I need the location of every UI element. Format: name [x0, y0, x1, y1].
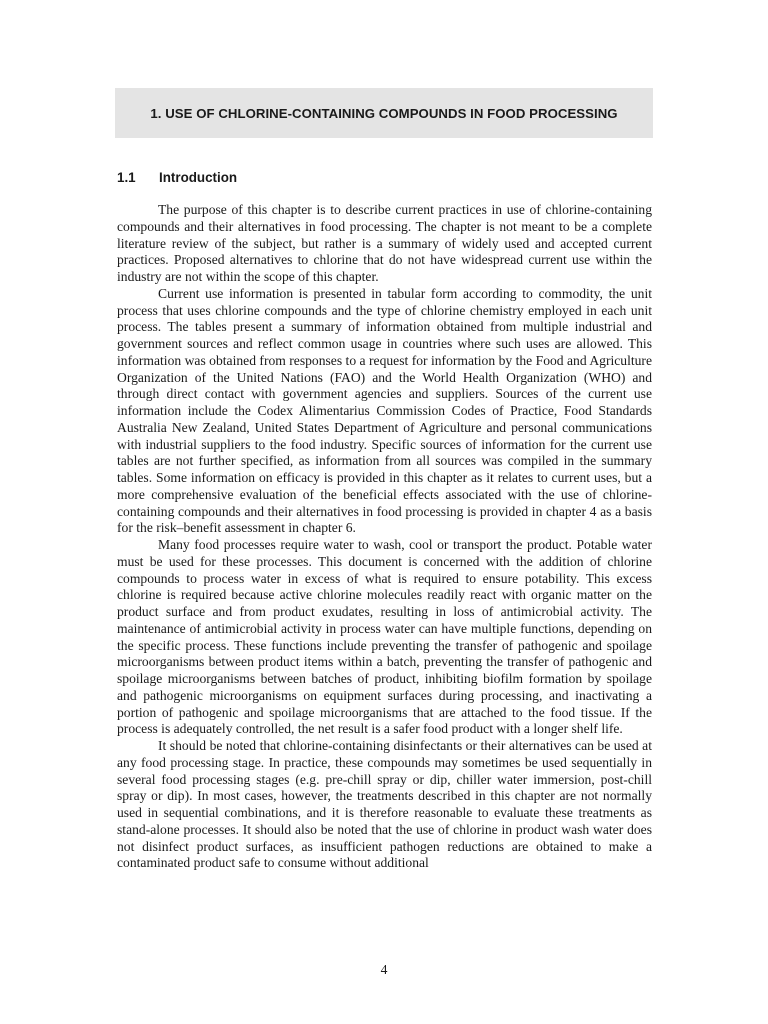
body-text [117, 202, 652, 872]
chapter-heading-box [115, 88, 653, 138]
section-heading [117, 170, 237, 185]
chapter-title: 1. USE OF CHLORINE-CONTAINING COMPOUNDS IN FOOD PROCESSING [150, 105, 618, 121]
paragraph: Current use information is presented in tabular form according to commodity, the unit process that uses chlorine compounds and the type of chlorine chemistry employed in each unit process. The tables present a summary of information obtained from multiple industrial and government sources and reflect common usage in countries where such uses are allowed. This information was obtained from responses to a request for information by the Food and Agriculture Organization of the United Nations (FAO) and the World Health Organization (WHO) and through direct contact with government agencies and suppliers. Sources of the current use information include the Codex Alimentarius Commission Codes of Practice, Food Standards Australia New Zealand, United States Department of Agriculture and personal communications with industrial suppliers to the food industry. Specific sources of information for the current use tables are not further specified, as information from all sources was compiled in the summary tables. Some information on efficacy is provided in this chapter as it relates to current uses, but a more comprehensive evaluation of the beneficial effects associated with the use of chlorine-containing compounds and their alternatives in food processing is provided in chapter 4 as a basis for the risk–benefit assessment in chapter 6. [117, 285, 652, 536]
section-number: 1.1 [117, 170, 136, 185]
paragraph: It should be noted that chlorine-containing disinfectants or their alternatives can be used at any food processing stage. In practice, these compounds may sometimes be used sequentially in several food processing stages (e.g. pre-chill spray or dip, chiller water immersion, post-chill spray or dip). In most cases, however, the treatments described in this chapter are not normally used in sequential combinations, and it is therefore reasonable to evaluate these treatments as stand-alone processes. It should also be noted that the use of chlorine in product wash water does not disinfect product surfaces, as insufficient pathogen reductions are obtained to make a contaminated product safe to consume without additional [117, 738, 652, 871]
paragraph: The purpose of this chapter is to describe current practices in use of chlorine-containing compounds and their alternatives in food processing. The chapter is not meant to be a complete literature review of the subject, but rather is a summary of widely used and accepted current practices. Proposed alternatives to chlorine that do not have widespread current use within the industry are not within the scope of this chapter. [117, 202, 652, 284]
section-title: Introduction [159, 170, 238, 185]
page-number: 4 [380, 962, 388, 977]
paragraph: Many food processes require water to wash, cool or transport the product. Potable water must be used for these processes. This document is concerned with the addition of chlorine compounds to process water in excess of what is required to ensure potability. This excess chlorine is required because active chlorine molecules readily react with organic matter on the product surface and from product exudates, resulting in loss of antimicrobial activity. The maintenance of antimicrobial activity in process water can have multiple functions, depending on the specific process. These functions include preventing the transfer of pathogenic and spoilage microorganisms between product items within a batch, preventing the transfer of pathogenic and spoilage microorganisms between batches of product, inhibiting biofilm formation by spoilage and pathogenic microorganisms on equipment surfaces during processing, and inactivating a portion of pathogenic and spoilage microorganisms that are attached to the food tissue. If the process is adequately controlled, the net result is a safer food product with a longer shelf life. [117, 537, 652, 737]
